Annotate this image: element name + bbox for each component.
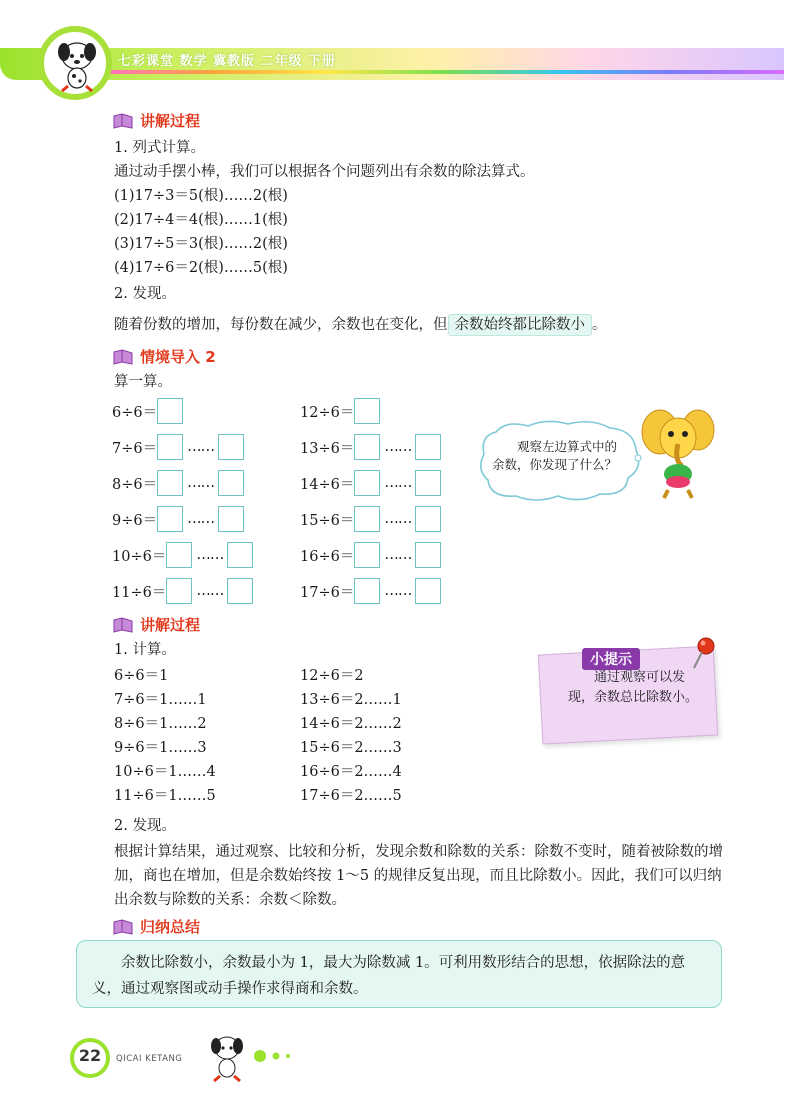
quotient-box[interactable] — [354, 578, 380, 604]
dalmatian-footer-icon — [204, 1032, 250, 1082]
answer-box[interactable] — [157, 398, 183, 424]
section-heading-text: 讲解过程 — [140, 112, 201, 130]
book-icon — [112, 919, 134, 935]
step-2-label: 2. 发现。 — [114, 286, 176, 302]
remainder-dots: …… — [384, 547, 412, 563]
equation-1: (1)17÷3＝5(根)……2(根) — [114, 188, 288, 204]
remainder-dots: …… — [187, 511, 215, 527]
exercise-text: 15÷6＝ — [300, 512, 355, 529]
quotient-box[interactable] — [157, 506, 183, 532]
exercise-left-1 — [112, 398, 183, 424]
footer-brand: QICAI KETANG — [116, 1054, 183, 1064]
result-left-5: 10÷6＝1……4 — [114, 764, 216, 780]
exercise-text: 6÷6＝ — [112, 404, 158, 421]
step-1-label: 1. 计算。 — [114, 642, 176, 658]
result-right-4: 15÷6＝2……3 — [300, 740, 402, 756]
result-right-2: 13÷6＝2……1 — [300, 692, 402, 708]
exercise-text: 16÷6＝ — [300, 548, 355, 565]
remainder-box[interactable] — [227, 578, 253, 604]
exercise-text: 13÷6＝ — [300, 440, 355, 457]
remainder-box[interactable] — [415, 542, 441, 568]
result-left-6: 11÷6＝1……5 — [114, 788, 216, 804]
exercise-text: 14÷6＝ — [300, 476, 355, 493]
exercise-left-4 — [112, 506, 244, 532]
section-heading-text: 情境导入 2 — [140, 348, 216, 366]
remainder-box[interactable] — [218, 470, 244, 496]
result-right-5: 16÷6＝2……4 — [300, 764, 402, 780]
result-right-1: 12÷6＝2 — [300, 668, 364, 684]
book-icon — [112, 617, 134, 633]
exercise-text: 12÷6＝ — [300, 404, 355, 421]
exercise-right-6 — [300, 578, 441, 604]
remainder-dots: …… — [187, 475, 215, 491]
exercise-text: 17÷6＝ — [300, 584, 355, 601]
result-right-6: 17÷6＝2……5 — [300, 788, 402, 804]
exercise-left-6 — [112, 578, 253, 604]
section-heading-explanation-2 — [112, 614, 200, 635]
remainder-box[interactable] — [415, 470, 441, 496]
quotient-box[interactable] — [354, 542, 380, 568]
remainder-box[interactable] — [415, 506, 441, 532]
finding-suffix: 。 — [592, 317, 607, 333]
header-rainbow-line — [100, 70, 784, 74]
exercise-text: 8÷6＝ — [112, 476, 158, 493]
quotient-box[interactable] — [166, 542, 192, 568]
exercise-text: 9÷6＝ — [112, 512, 158, 529]
quotient-box[interactable] — [354, 506, 380, 532]
result-left-4: 9÷6＝1……3 — [114, 740, 207, 756]
remainder-box[interactable] — [415, 434, 441, 460]
book-icon — [112, 349, 134, 365]
finding-highlight: 余数始终都比除数小 — [448, 314, 593, 336]
book-icon — [112, 113, 134, 129]
remainder-dots: …… — [384, 475, 412, 491]
answer-box[interactable] — [354, 398, 380, 424]
bubble-text: 观察左边算式中的余数，你发现了什么？ — [492, 439, 618, 472]
exercise-right-2 — [300, 434, 441, 460]
remainder-box[interactable] — [218, 434, 244, 460]
result-left-2: 7÷6＝1……1 — [114, 692, 207, 708]
remainder-dots: …… — [384, 583, 412, 599]
exercise-left-5 — [112, 542, 253, 568]
finding-paragraph: 根据计算结果，通过观察、比较和分析，发现余数和除数的关系：除数不变时，随着被除数的增加，商也在增加，但是余数始终按 1～5 的规律反复出现，而且比除数小。因此，我们可以归纳出余数与除数的关系：余数＜除数。 — [114, 844, 723, 908]
remainder-dots: …… — [187, 439, 215, 455]
equation-2: (2)17÷4＝4(根)……1(根) — [114, 212, 288, 228]
exercise-left-3 — [112, 470, 244, 496]
header-title: 七彩课堂 数学 冀教版 二年级 下册 — [118, 54, 337, 69]
remainder-dots: …… — [384, 439, 412, 455]
result-left-1: 6÷6＝1 — [114, 668, 169, 684]
exercise-text: 7÷6＝ — [112, 440, 158, 457]
page-number: 22 — [78, 1046, 102, 1065]
equation-3: (3)17÷5＝3(根)……2(根) — [114, 236, 288, 252]
quotient-box[interactable] — [354, 434, 380, 460]
tip-label: 小提示 — [582, 648, 640, 670]
remainder-dots: …… — [196, 583, 224, 599]
elephant-mascot-icon — [638, 404, 718, 500]
intro-text: 通过动手摆小棒，我们可以根据各个问题列出有余数的除法算式。 — [114, 164, 535, 180]
section-heading-explanation-1 — [112, 110, 200, 131]
dalmatian-mascot-icon — [50, 36, 104, 92]
pushpin-icon — [688, 636, 718, 672]
exercise-right-3 — [300, 470, 441, 496]
remainder-box[interactable] — [227, 542, 253, 568]
remainder-box[interactable] — [218, 506, 244, 532]
step-2-label: 2. 发现。 — [114, 818, 176, 834]
step-1-label: 1. 列式计算。 — [114, 140, 205, 156]
remainder-dots: …… — [384, 511, 412, 527]
decorative-dots-icon — [252, 1048, 298, 1064]
exercise-left-2 — [112, 434, 244, 460]
exercise-text: 10÷6＝ — [112, 548, 167, 565]
exercise-text: 11÷6＝ — [112, 584, 167, 601]
exercise-right-5 — [300, 542, 441, 568]
summary-text: 余数比除数小，余数最小为 1，最大为除数减 1。可利用数形结合的思想，依据除法的意义，通过观察图或动手操作求得商和余数。 — [92, 955, 686, 997]
result-left-3: 8÷6＝1……2 — [114, 716, 207, 732]
section-heading-text: 归纳总结 — [140, 918, 201, 936]
result-right-3: 14÷6＝2……2 — [300, 716, 402, 732]
remainder-dots: …… — [196, 547, 224, 563]
finding-line — [114, 314, 607, 336]
quotient-box[interactable] — [354, 470, 380, 496]
quotient-box[interactable] — [157, 434, 183, 460]
tip-text: 通过观察可以发现，余数总比除数小。 — [568, 670, 699, 705]
finding-prefix: 随着份数的增加，每份数在减少，余数也在变化，但 — [114, 317, 448, 333]
section-heading-situation-2 — [112, 346, 216, 367]
remainder-box[interactable] — [415, 578, 441, 604]
equation-4: (4)17÷6＝2(根)……5(根) — [114, 260, 288, 276]
quotient-box[interactable] — [157, 470, 183, 496]
quotient-box[interactable] — [166, 578, 192, 604]
section-heading-summary — [112, 916, 200, 937]
calc-prompt: 算一算。 — [114, 374, 172, 390]
exercise-right-4 — [300, 506, 441, 532]
section-heading-text: 讲解过程 — [140, 616, 201, 634]
exercise-right-1 — [300, 398, 380, 424]
